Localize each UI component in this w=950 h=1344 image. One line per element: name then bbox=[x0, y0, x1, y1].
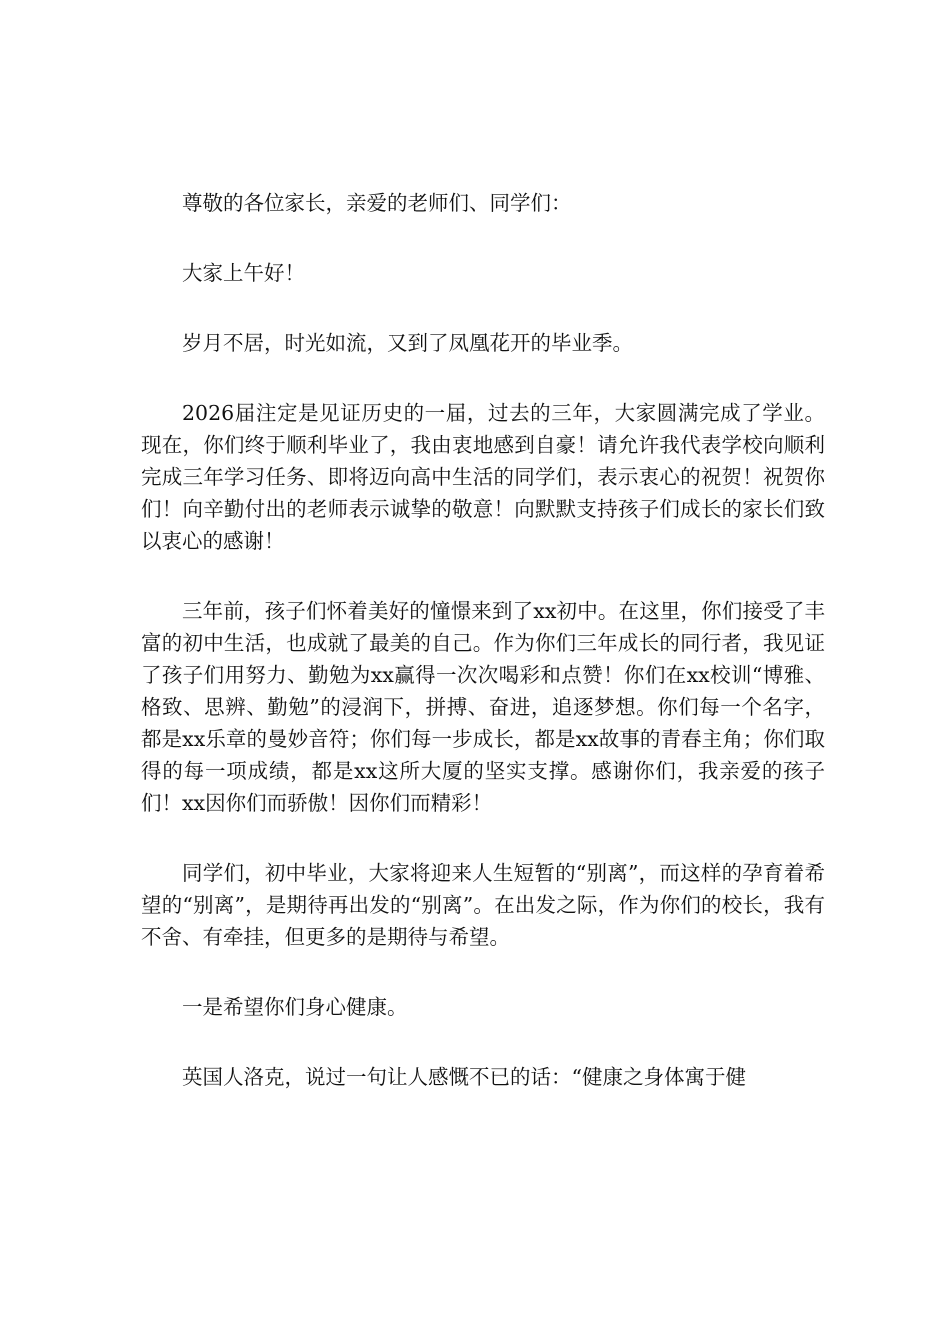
document-body bbox=[141, 187, 825, 1131]
paragraph-hope-health: 一是希望你们身心健康。 bbox=[182, 995, 408, 1019]
paragraph-three-years: 三年前，孩子们怀着美好的憧憬来到了xx初中。在这里，你们接受了丰富的初中生活，也成就了最美的自己。作为你们三年成长的同行者，我见证了孩子们用努力、勤勉为xx赢得一次次喝彩和点赞！你们在xx校训“博雅、格致、思辨、勤勉”的浸润下，拼搏、奋进，追逐梦想。你们每一个名字，都是xx乐章的曼妙音符；你们每一步成长，都是xx故事的青春主角；你们取得的每一项成绩，都是xx这所大厦的坚实支撑。感谢你们，我亲爱的孩子们！xx因你们而骄傲！因你们而精彩！ bbox=[141, 599, 825, 815]
salutation: 尊敬的各位家长，亲爱的老师们、同学们： bbox=[182, 191, 572, 215]
greeting: 大家上午好！ bbox=[182, 261, 305, 285]
paragraph-farewell: 同学们，初中毕业，大家将迎来人生短暂的“别离”，而这样的孕育着希望的“别离”，是期待再出发的“别离”。在出发之际，作为你们的校长，我有不舍、有牵挂，但更多的是期待与希望。 bbox=[141, 861, 825, 949]
paragraph-season: 岁月不居，时光如流，又到了凤凰花开的毕业季。 bbox=[182, 331, 633, 355]
paragraph-congratulations: 2026届注定是见证历史的一届，过去的三年，大家圆满完成了学业。现在，你们终于顺利毕业了，我由衷地感到自豪！请允许我代表学校向顺利完成三年学习任务、即将迈向高中生活的同学们，表示衷心的祝贺！祝贺你们！向辛勤付出的老师表示诚挚的敬意！向默默支持孩子们成长的家长们致以衷心的感谢！ bbox=[141, 401, 825, 553]
paragraph-locke-quote: 英国人洛克，说过一句让人感慨不已的话：“健康之身体寓于健 bbox=[182, 1065, 746, 1089]
